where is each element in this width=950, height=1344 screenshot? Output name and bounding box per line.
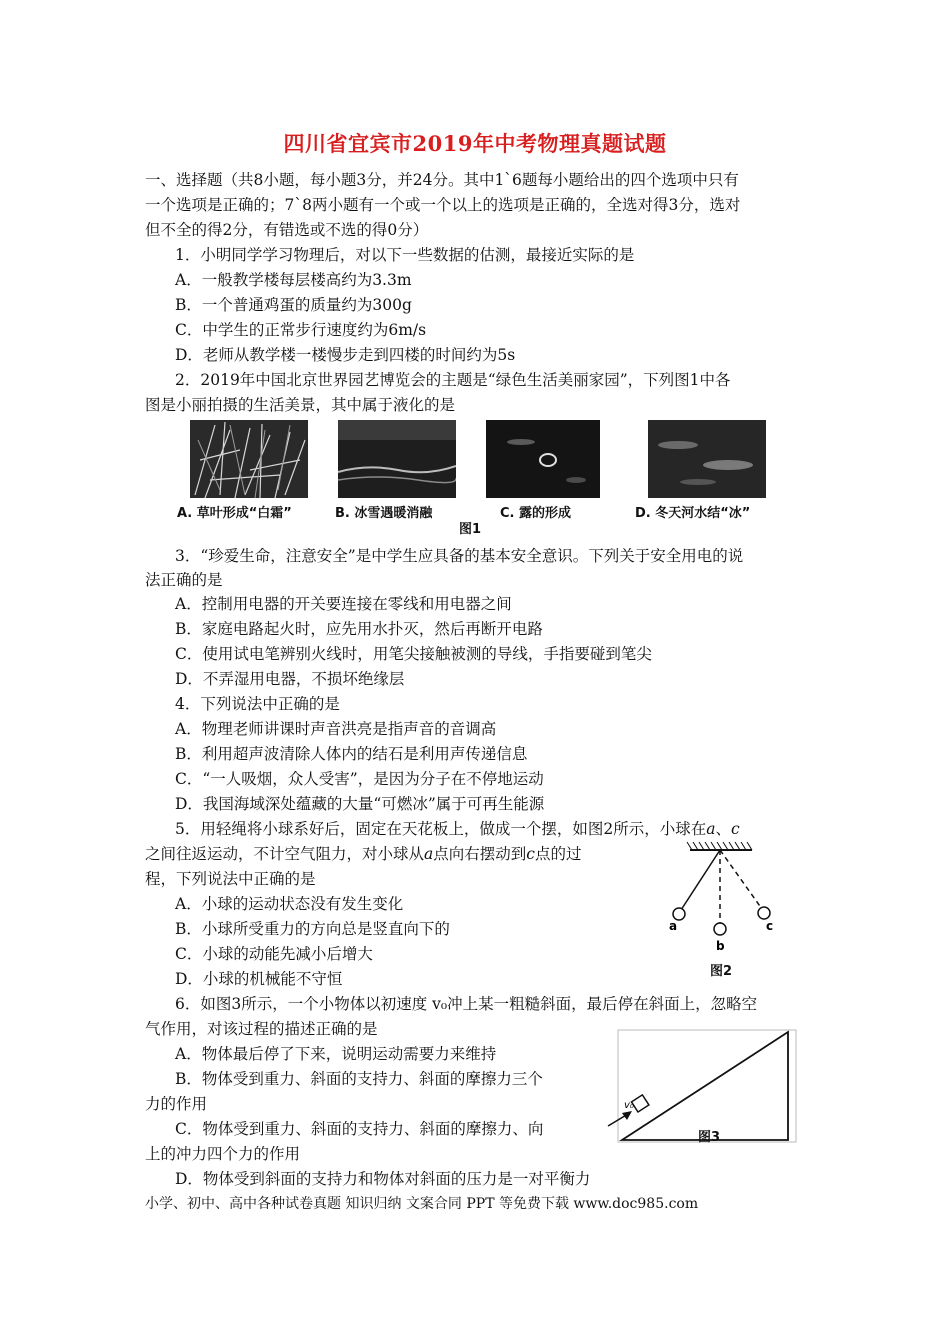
q6-option-d: D．物体受到斜面的支持力和物体对斜面的压力是一对平衡力 xyxy=(175,1170,591,1188)
q3-stem-line-1: 3．“珍爱生命，注意安全”是中学生应具备的基本安全意识。下列关于安全用电的说 xyxy=(175,547,744,565)
figure-1-label: 图1 xyxy=(459,522,482,537)
figure-2-label: 图2 xyxy=(710,964,733,979)
q4-option-a: A．物理老师讲课时声音洪亮是指声音的音调高 xyxy=(175,720,497,738)
pendulum-figure xyxy=(660,838,790,978)
ball-label-b: b xyxy=(716,939,725,953)
q6-option-c: C．物体受到重力、斜面的支持力、斜面的摩擦力、向 xyxy=(175,1120,544,1138)
q3-option-a: A．控制用电器的开关要连接在零线和用电器之间 xyxy=(175,595,512,613)
photo-dew xyxy=(486,420,600,498)
caption-b: B. 冰雪遇暖消融 xyxy=(335,506,433,521)
q5-option-a: A．小球的运动状态没有发生变化 xyxy=(175,895,404,913)
q6-option-a: A．物体最后停了下来，说明运动需要力来维持 xyxy=(175,1045,497,1063)
q6-option-b: B．物体受到重力、斜面的支持力、斜面的摩擦力三个 xyxy=(175,1070,543,1088)
q5-option-c: C．小球的动能先减小后增大 xyxy=(175,945,373,963)
q4-option-d: D．我国海域深处蕴藏的大量“可燃冰”属于可再生能源 xyxy=(175,795,545,813)
section-intro-line-2: 一个选项是正确的；7`8两小题有一个或一个以上的选项是正确的，全选对得3分，选对 xyxy=(145,196,741,214)
footer-note: 小学、初中、高中各种试卷真题 知识归纳 文案合同 PPT 等免费下载 www.doc985.com xyxy=(145,1196,699,1212)
q3-stem-line-2: 法正确的是 xyxy=(145,571,223,589)
caption-d: D. 冬天河水结“冰” xyxy=(635,506,751,521)
photo-river-ice xyxy=(648,420,766,498)
ball-label-c: c xyxy=(766,919,774,933)
q5-option-d: D．小球的机械能不守恒 xyxy=(175,970,343,988)
q5-stem-line-1: 5．用轻绳将小球系好后，固定在天花板上，做成一个摆，如图2所示，小球在a、c xyxy=(175,820,740,838)
caption-a: A. 草叶形成“白霜” xyxy=(177,506,292,521)
q3-option-b: B．家庭电路起火时，应先用水扑灭，然后再断开电路 xyxy=(175,620,543,638)
figure-3-label: 图3 xyxy=(698,1130,721,1145)
q2-stem-line-2: 图是小丽拍摄的生活美景，其中属于液化的是 xyxy=(145,396,456,414)
page-title: 四川省宜宾市2019年中考物理真题试题 xyxy=(283,131,667,156)
caption-c: C. 露的形成 xyxy=(500,506,572,521)
q4-option-b: B．利用超声波清除人体内的结石是利用声传递信息 xyxy=(175,745,528,763)
q5-stem-line-3: 程，下列说法中正确的是 xyxy=(145,870,316,888)
q6-option-b-cont: 力的作用 xyxy=(145,1095,208,1113)
q5-option-b: B．小球所受重力的方向总是竖直向下的 xyxy=(175,920,450,938)
section-intro-line-3: 但不全的得2分，有错选或不选的得0分） xyxy=(145,221,429,239)
q1-stem: 1．小明同学学习物理后，对以下一些数据的估测，最接近实际的是 xyxy=(175,246,635,264)
ball-label-a: a xyxy=(669,919,678,933)
q3-option-d: D．不弄湿用电器，不损坏绝缘层 xyxy=(175,670,405,688)
q1-option-c: C．中学生的正常步行速度约为6m/s xyxy=(175,321,427,339)
velocity-label: v₀ xyxy=(624,1100,634,1111)
section-intro-line-1: 一、选择题（共8小题，每小题3分，并24分。其中1`6题每小题给出的四个选项中只有 xyxy=(145,171,739,189)
q4-option-c: C．“一人吸烟，众人受害”，是因为分子在不停地运动 xyxy=(175,770,544,788)
q1-option-a: A．一般教学楼每层楼高约为3.3m xyxy=(175,271,412,289)
q1-option-b: B．一个普通鸡蛋的质量约为300g xyxy=(175,296,412,314)
q1-option-d: D．老师从教学楼一楼慢步走到四楼的时间约为5s xyxy=(175,346,516,364)
q5-stem-line-2: 之间往返运动，不计空气阻力，对小球从a点向右摆动到c点的过 xyxy=(145,845,582,863)
q6-stem-line-2: 气作用，对该过程的描述正确的是 xyxy=(145,1020,378,1038)
photo-frost xyxy=(190,420,308,498)
q3-option-c: C．使用试电笔辨别火线时，用笔尖接触被测的导线，手指要碰到笔尖 xyxy=(175,645,652,663)
q2-stem-line-1: 2．2019年中国北京世界园艺博览会的主题是“绿色生活美丽家园”，下列图1中各 xyxy=(175,371,731,389)
photo-ice-melt xyxy=(338,420,456,498)
q6-option-c-cont: 上的冲力四个力的作用 xyxy=(145,1145,301,1163)
q4-stem: 4．下列说法中正确的是 xyxy=(175,695,340,713)
q6-stem-line-1: 6．如图3所示，一个小物体以初速度 v₀冲上某一粗糙斜面，最后停在斜面上，忽略空 xyxy=(175,995,758,1013)
